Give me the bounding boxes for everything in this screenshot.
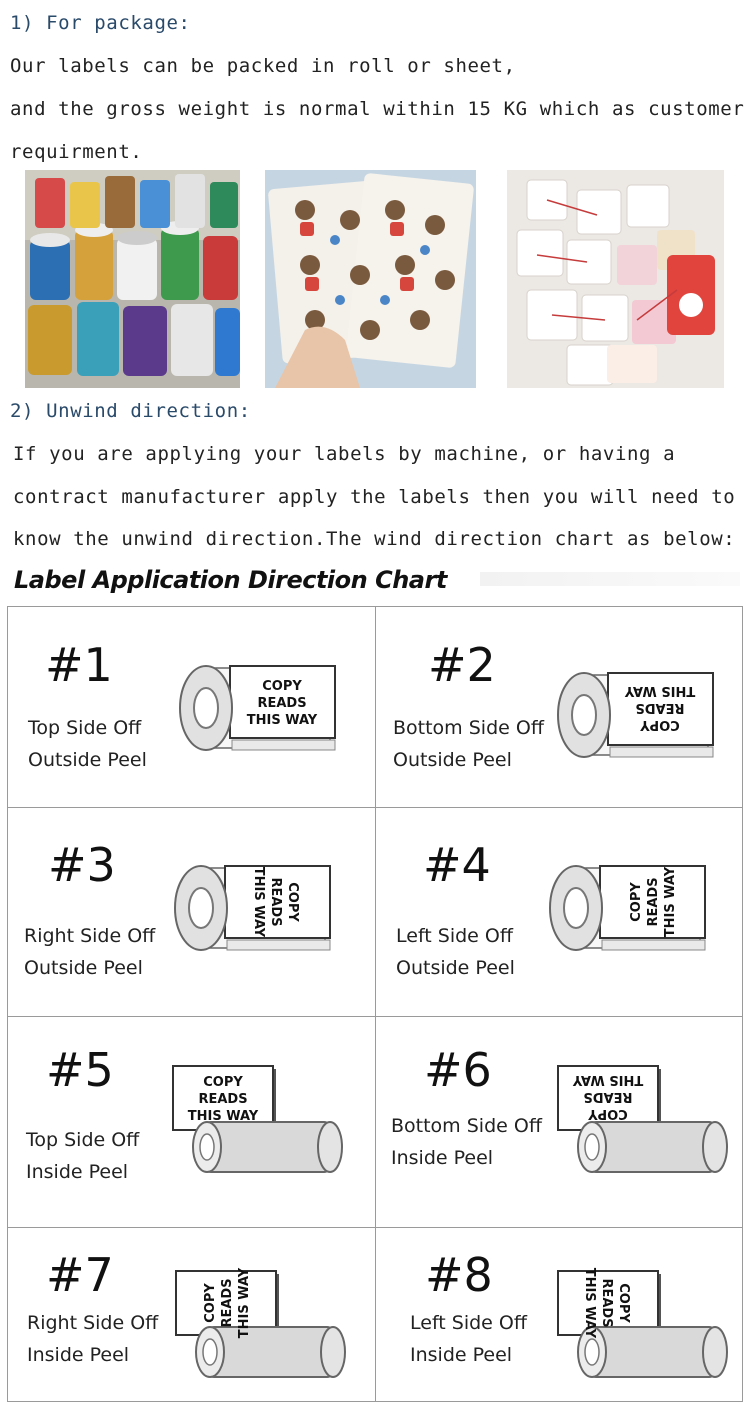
direction-number: #6 [424,1043,492,1097]
svg-text:THIS WAY: THIS WAY [663,866,678,938]
direction-caption [28,712,147,776]
svg-text:READS: READS [257,696,307,711]
svg-text:COPY: COPY [640,717,680,732]
svg-text:READS: READS [635,700,685,715]
unwind-text-line-1: If you are applying your labels by machine, or having a [13,443,676,465]
direction-peel-label: Inside Peel [391,1147,494,1169]
unwind-text-line-3: know the unwind direction.The wind direction chart as below: [13,528,736,550]
svg-text:THIS WAY: THIS WAY [582,1267,597,1339]
svg-text:COPY: COPY [629,882,644,922]
direction-peel-label: Outside Peel [24,957,143,979]
inside-peel-roll-icon [168,1265,348,1385]
direction-side-label: Bottom Side Off [391,1115,542,1137]
outside-peel-roll-icon [170,648,350,768]
svg-text:COPY: COPY [203,1075,243,1090]
direction-peel-label: Inside Peel [27,1344,130,1366]
direction-side-label: Right Side Off [24,925,156,947]
svg-text:COPY: COPY [588,1106,628,1121]
outside-peel-roll-icon [165,848,345,968]
svg-text:THIS WAY: THIS WAY [251,866,266,938]
chart-title-accent [480,572,740,586]
svg-text:COPY: COPY [616,1283,631,1323]
grid-divider-row-2 [8,1016,742,1017]
svg-text:THIS WAY: THIS WAY [187,1109,259,1124]
svg-text:THIS WAY: THIS WAY [572,1072,644,1087]
direction-caption [396,920,515,984]
svg-text:THIS WAY: THIS WAY [246,713,318,728]
direction-peel-label: Outside Peel [28,749,147,771]
unwind-heading: 2) Unwind direction: [10,400,251,422]
svg-text:READS: READS [583,1089,633,1104]
inside-peel-roll-icon [550,1265,730,1385]
sheet-labels-illustration [265,170,476,388]
direction-caption [391,1110,542,1174]
direction-side-label: Top Side Off [26,1129,140,1151]
svg-text:READS: READS [599,1278,614,1328]
direction-caption [393,712,544,776]
direction-number: #7 [46,1248,114,1302]
svg-text:READS: READS [220,1278,235,1328]
svg-text:COPY: COPY [262,679,302,694]
svg-text:READS: READS [646,877,661,927]
package-heading: 1) For package: [10,12,191,34]
svg-text:COPY: COPY [285,882,300,922]
hang-tags-photo [507,170,724,388]
direction-side-label: Bottom Side Off [393,717,544,739]
direction-number: #2 [428,638,496,692]
svg-text:READS: READS [268,877,283,927]
direction-number: #4 [423,838,491,892]
roll-labels-illustration [25,170,240,388]
package-text-line-1: Our labels can be packed in roll or sheet, [10,55,516,77]
inside-peel-roll-icon [550,1060,730,1180]
package-text-line-3: requirment. [10,141,143,163]
svg-text:THIS WAY: THIS WAY [624,683,696,698]
hang-tags-illustration [507,170,724,388]
svg-text:COPY: COPY [203,1283,218,1323]
chart-title: Label Application Direction Chart [14,566,447,594]
outside-peel-roll-icon [540,848,720,968]
direction-side-label: Left Side Off [410,1312,527,1334]
direction-caption [24,920,155,984]
package-text-line-2: and the gross weight is normal within 15 KG which as customer [10,98,745,120]
roll-labels-photo [25,170,240,388]
direction-peel-label: Inside Peel [410,1344,513,1366]
direction-number: #5 [46,1043,114,1097]
direction-caption [26,1124,139,1188]
direction-peel-label: Inside Peel [26,1161,129,1183]
direction-caption [410,1307,527,1371]
sheet-labels-photo [265,170,476,388]
grid-divider-vertical [375,607,376,1401]
direction-number: #3 [48,838,116,892]
svg-text:READS: READS [198,1092,248,1107]
direction-peel-label: Outside Peel [396,957,515,979]
unwind-text-line-2: contract manufacturer apply the labels then you will need to [13,486,736,508]
svg-text:THIS WAY: THIS WAY [237,1267,252,1339]
direction-caption [27,1307,158,1371]
direction-peel-label: Outside Peel [393,749,512,771]
outside-peel-roll-icon [548,655,728,775]
inside-peel-roll-icon [165,1060,345,1180]
direction-side-label: Right Side Off [27,1312,159,1334]
grid-divider-row-3 [8,1227,742,1228]
direction-side-label: Left Side Off [396,925,513,947]
direction-side-label: Top Side Off [28,717,142,739]
grid-divider-row-1 [8,807,742,808]
direction-number: #1 [45,638,113,692]
direction-number: #8 [425,1248,493,1302]
